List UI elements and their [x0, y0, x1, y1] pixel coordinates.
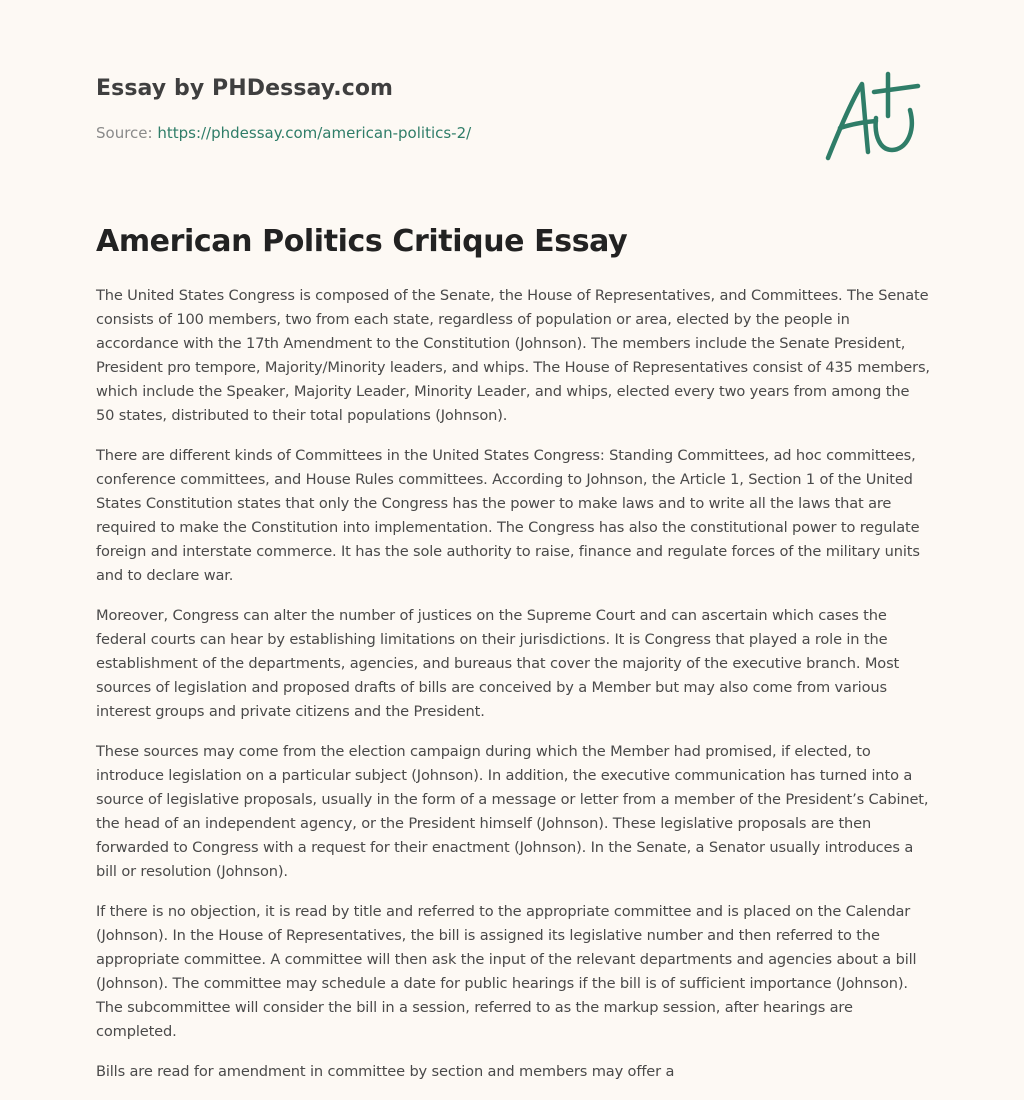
essay-paragraph: Bills are read for amendment in committee by section and members may offer a — [96, 1063, 675, 1080]
essay-paragraph: Moreover, Congress can alter the number of justices on the Supreme Court and can ascertain which cases the federal courts can hear by establishing limitations on their jurisdictions. It is Congress that played a role in the establishment of the departments, agencies, and bureaus that cover the majority of the executive branch. Most sources of legislation and proposed drafts of bills are conceived by a Member but may also come from various interest groups and private citizens and the President. — [96, 607, 900, 720]
source-label: Source: — [96, 124, 158, 142]
essay-paragraph: There are different kinds of Committees in the United States Congress: Standing Committees, ad hoc committees, conference committees, and House Rules committees. According to Johnson, the Article 1, Section 1 of the United States Constitution states that only the Congress has the power to make laws and to write all the laws that are required to make the Constitution into implementation. The Congress has also the constitutional power to regulate foreign and interstate commerce. It has the sole authority to raise, finance and regulate forces of the military units and to declare war. — [96, 447, 920, 584]
source-link[interactable]: https://phdessay.com/american-politics-2/ — [157, 124, 472, 142]
essay-paragraph: If there is no objection, it is read by title and referred to the appropriate committee and is placed on the Calendar (Johnson). In the House of Representatives, the bill is assigned its legislative number and then referred to the appropriate committee. A committee will then ask the input of the relevant departments and agencies about a bill (Johnson). The committee may schedule a date for public hearings if the bill is of sufficient importance (Johnson). The subcommittee will consider the bill in a session, referred to as the markup session, after hearings are completed. — [96, 903, 917, 1040]
essay-title: American Politics Critique Essay — [96, 224, 628, 259]
essay-paragraph: The United States Congress is composed of the Senate, the House of Representatives, and Committees. The Senate consists of 100 members, two from each state, regardless of population or area, elected by the people in accordance with the 17th Amendment to the Constitution (Johnson). The members include the Senate President, President pro tempore, Majority/Minority leaders, and whips. The House of Representatives consist of 435 members, which include the Speaker, Majority Leader, Minority Leader, and whips, elected every two years from among the 50 states, distributed to their total populations (Johnson). — [96, 287, 930, 424]
source-line — [96, 124, 471, 142]
essay-paragraph: These sources may come from the election campaign during which the Member had promised, if elected, to introduce legislation on a particular subject (Johnson). In addition, the executive communication has turned into a source of legislative proposals, usually in the form of a message or letter from a member of the President’s Cabinet, the head of an independent agency, or the President himself (Johnson). These legislative proposals are then forwarded to Congress with a request for their enactment (Johnson). In the Senate, a Senator usually introduces a bill or resolution (Johnson). — [96, 743, 929, 880]
essay-body — [96, 284, 932, 1100]
a-plus-logo-icon — [818, 66, 930, 166]
site-title: Essay by PHDessay.com — [96, 76, 394, 101]
